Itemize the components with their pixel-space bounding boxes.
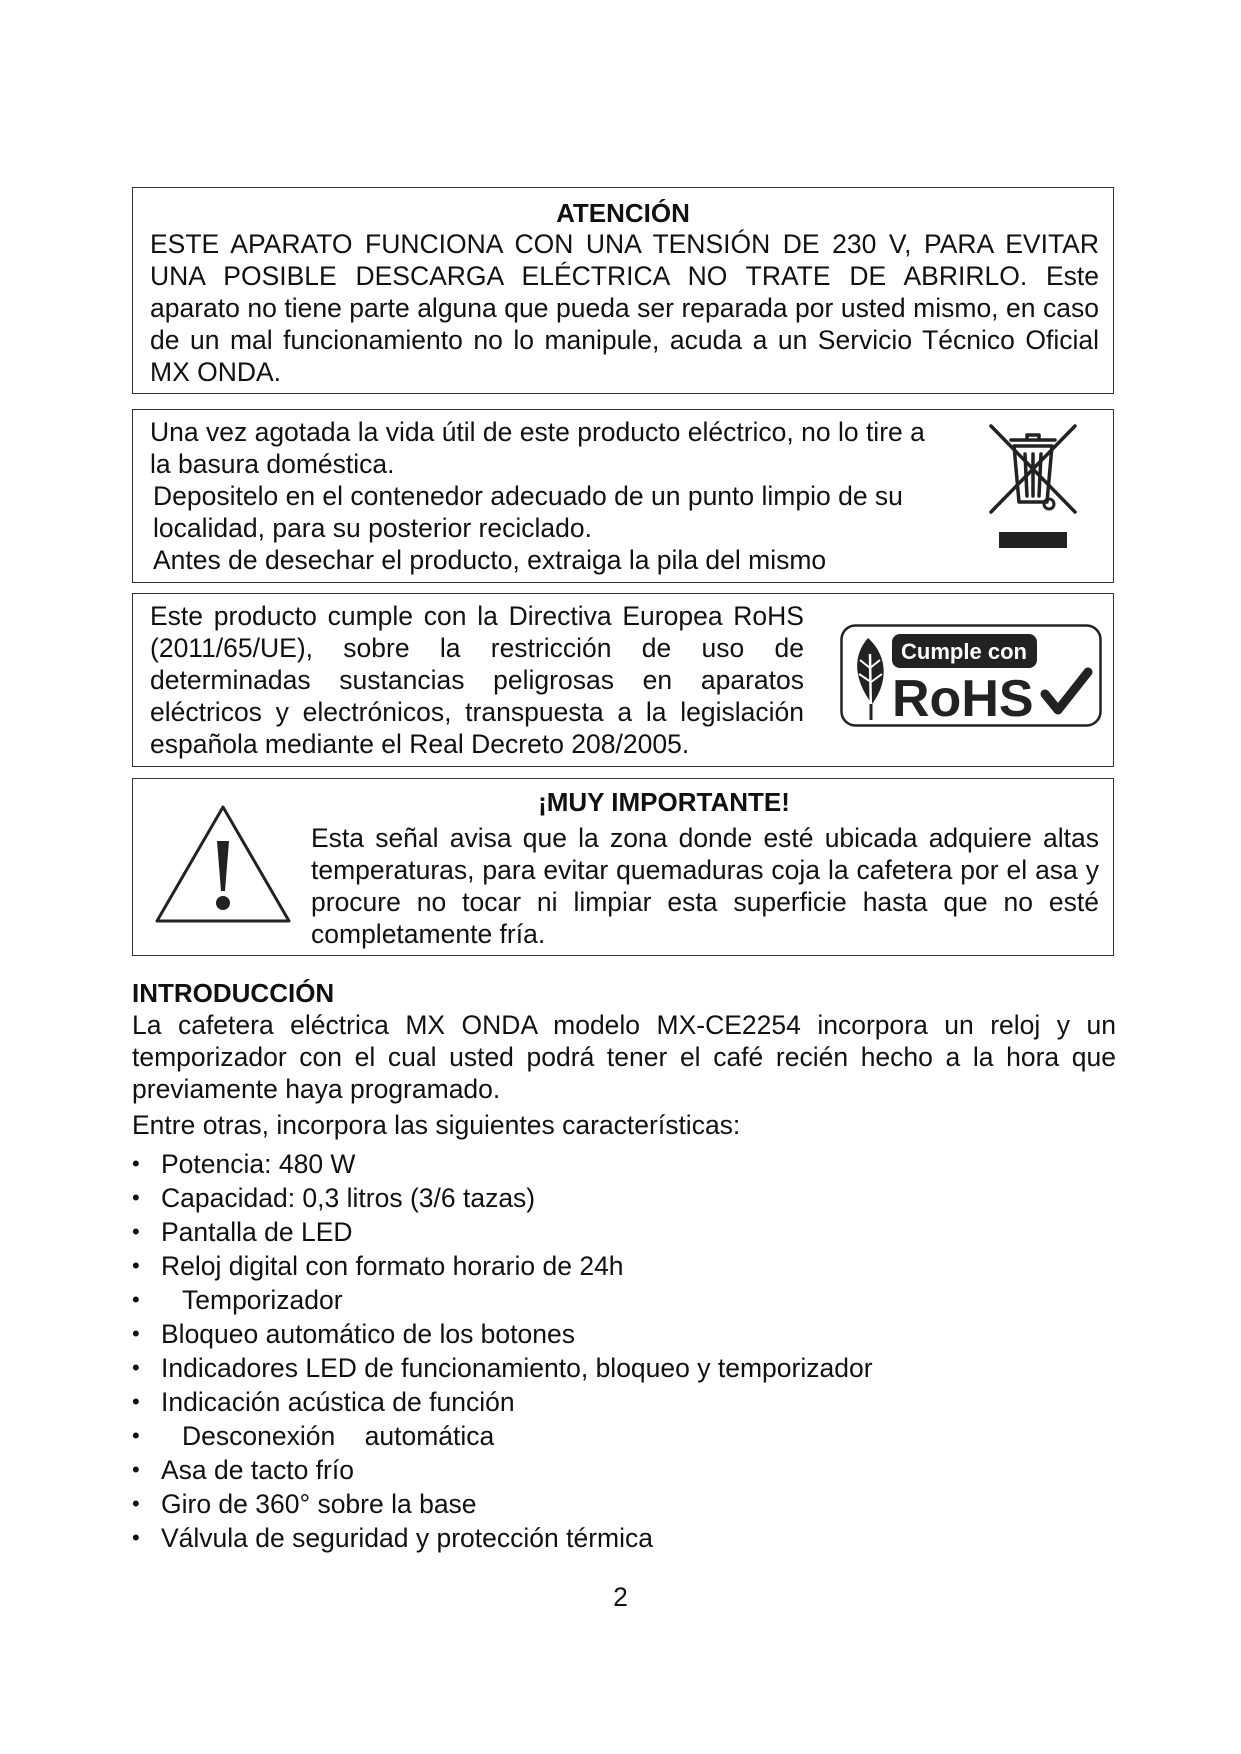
feature-item: • Indicación acústica de función	[132, 1385, 1116, 1419]
recycling-line-3: Antes de desechar el producto, extraiga la pila del mismo	[153, 545, 827, 575]
introduction-section	[132, 977, 1116, 1555]
feature-item: • Bloqueo automático de los botones	[132, 1317, 1116, 1351]
feature-item: • Reloj digital con formato horario de 24h	[132, 1249, 1116, 1283]
warning-triangle-icon	[153, 803, 293, 925]
feature-item: • Capacidad: 0,3 litros (3/6 tazas)	[132, 1181, 1116, 1215]
features-list	[132, 1147, 1116, 1555]
rohs-logo	[840, 624, 1102, 727]
feature-item: • Pantalla de LED	[132, 1215, 1116, 1249]
crossed-out-bin-icon	[983, 420, 1083, 550]
rohs-logo-brand: RoHS	[892, 670, 1034, 727]
important-title: ¡MUY IMPORTANTE!	[538, 787, 790, 817]
attention-text: ESTE APARATO FUNCIONA CON UNA TENSIÓN DE 230 V, PARA EVITAR UNA POSIBLE DESCARGA ELÉCTRICA NO TRATE DE ABRIRLO. Este aparato no tiene parte alguna que pueda ser reparada por usted mismo, en caso de un mal funcionamiento no lo manipule, acuda a un Servicio Técnico Oficial MX ONDA.	[150, 229, 1099, 387]
recycling-text	[150, 416, 940, 576]
rohs-box	[132, 593, 1114, 767]
feature-item: • Indicadores LED de funcionamiento, bloqueo y temporizador	[132, 1351, 1116, 1385]
features-lead: Entre otras, incorpora las siguientes características:	[132, 1110, 741, 1140]
introduction-paragraph: La cafetera eléctrica MX ONDA modelo MX-CE2254 incorpora un reloj y un temporizador con el cual usted podrá tener el café recién hecho a la hora que previamente haya programado.	[132, 1010, 1116, 1104]
recycling-line-2: Depositelo en el contenedor adecuado de un punto limpio de su localidad, para su posterior reciclado.	[153, 481, 903, 543]
attention-box	[132, 187, 1114, 394]
introduction-heading: INTRODUCCIÓN	[132, 978, 335, 1008]
rohs-text: Este producto cumple con la Directiva Europea RoHS (2011/65/UE), sobre la restricción de uso de determinadas sustancias peligrosas en aparatos eléctricos y electrónicos, transpuesta a la legislación española mediante el Real Decreto 208/2005.	[150, 601, 804, 759]
recycling-box	[132, 409, 1114, 583]
rohs-logo-label: Cumple con	[901, 639, 1027, 664]
feature-item: • Válvula de seguridad y protección térmica	[132, 1521, 1116, 1555]
important-box	[132, 778, 1114, 956]
feature-item: • Desconexión automática	[132, 1419, 1116, 1453]
feature-item: • Temporizador	[132, 1283, 1116, 1317]
important-text: Esta señal avisa que la zona donde esté ubicada adquiere altas temperaturas, para evitar quemaduras coja la cafetera por el asa y procure no tocar ni limpiar esta superficie hasta que no esté completamente fría.	[311, 823, 1099, 949]
feature-item: • Potencia: 480 W	[132, 1147, 1116, 1181]
page-number: 2	[613, 1582, 628, 1612]
feature-item: • Giro de 360° sobre la base	[132, 1487, 1116, 1521]
attention-title: ATENCIÓN	[556, 198, 690, 228]
recycling-line-1: Una vez agotada la vida útil de este producto eléctrico, no lo tire a la basura doméstica.	[150, 417, 925, 479]
feature-item: • Asa de tacto frío	[132, 1453, 1116, 1487]
